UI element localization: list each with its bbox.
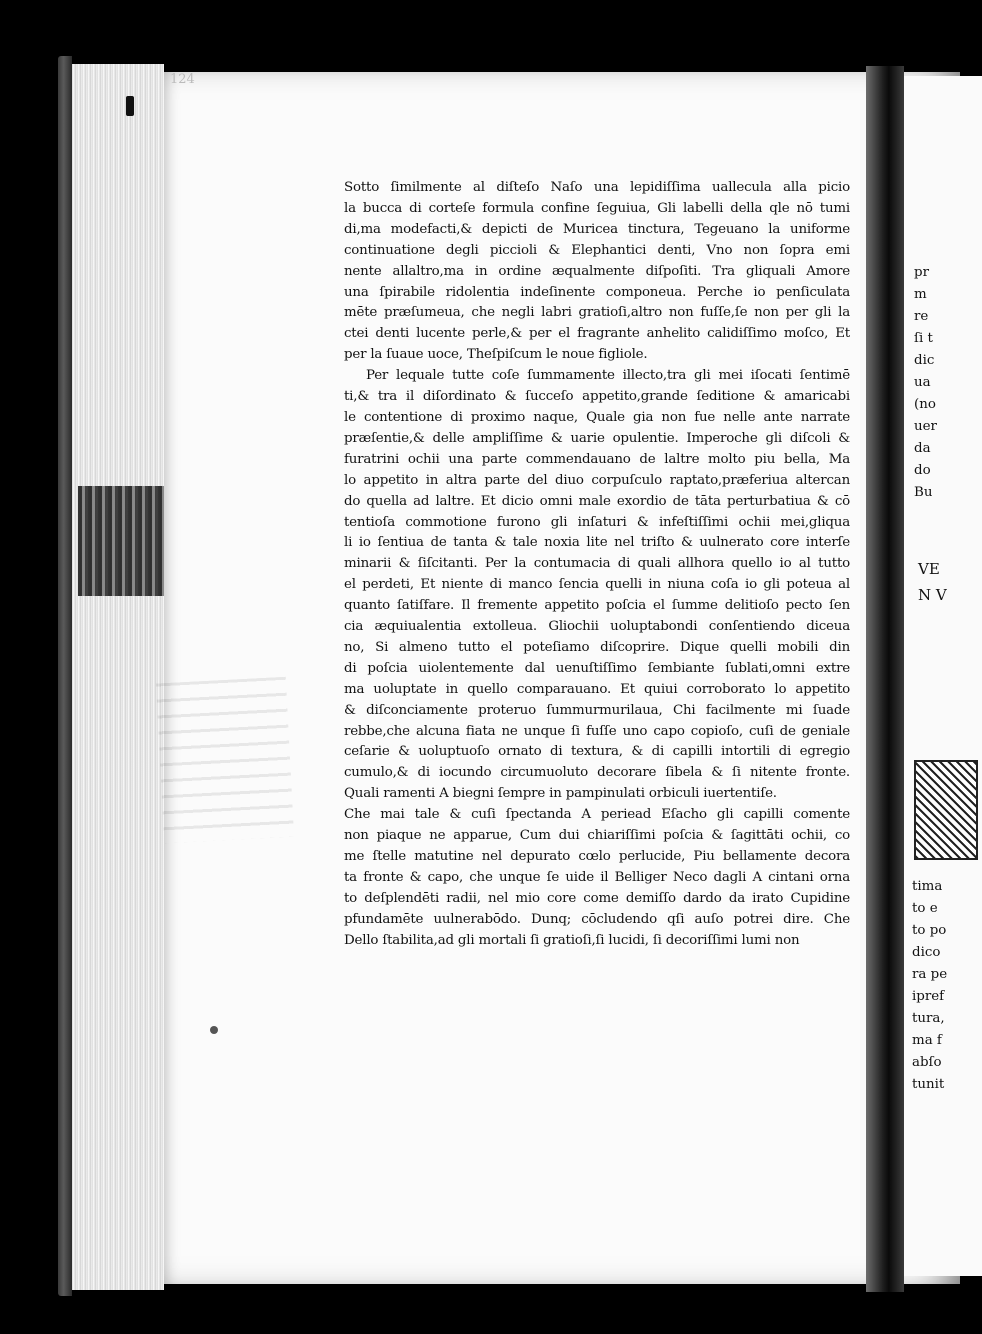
right-page-line: abſo [912, 1055, 942, 1070]
text-line: ti,& tra il diſordinato & ſucceſo appetito,grande ſeditione & amaricabi [344, 389, 850, 405]
text-line: præſentie,& delle ampliſſime & uarie opulentie. Imperoche gli diſcoli & [344, 430, 850, 446]
right-page-bottom-text [912, 876, 947, 1096]
decorated-initial-icon [914, 760, 978, 860]
text-line: ctei denti lucente perle,& per el fragrante anhelito calidiſſimo moſco, Et [344, 326, 850, 342]
right-page-line: N V [918, 586, 947, 604]
text-line: ta fronte & capo, che unque ſe uide il Belliger Neco dagli A cintani orna [344, 869, 850, 885]
bleed-through-text [156, 677, 294, 844]
right-page-line: do [914, 463, 931, 478]
text-line: una ſpirabile ridolentia indeſinente componeua. Perche io penſiculata [344, 284, 850, 300]
right-page [904, 76, 982, 1276]
text-line: minarii & ſiſcitanti. Per la contumacia di quali allhora quello io al tutto [344, 556, 850, 572]
right-page-line: (no [914, 397, 936, 412]
text-line: no, Si almeno tutto el poteſiamo diſcoprire. Dique quelli mobili din [344, 639, 850, 655]
text-line: di,ma modefacti,& depicti de Muricea tinctura, Tegeuano la uniforme [344, 221, 850, 237]
ink-mark-icon [126, 96, 134, 116]
folio-number: 124 [170, 72, 195, 87]
right-page-line: Bu [914, 485, 933, 500]
right-page-line: dic [914, 353, 935, 368]
right-page-line: pr [914, 265, 929, 280]
text-line: el perdeti, Et niente di manco ſencia quelli in niuna coſa io gli poteua al [344, 577, 850, 593]
paragraph-1 [344, 178, 850, 366]
right-page-line: da [914, 441, 931, 456]
right-page-line: tunit [912, 1077, 945, 1092]
text-line: cia æquiualentia extolleua. Gliochii uoluptabondi conſentiendo diceua [344, 619, 850, 635]
right-page-line: m [914, 287, 927, 302]
paragraph-3 [344, 805, 850, 951]
text-line: do quella ad laltre. Et dicio omni male exordio de tāta perturbatiua & cō [344, 493, 850, 509]
text-line: cumulo,& di iocundo circumuoluto decorare ſibela & ſi nitente fronte. [344, 765, 850, 781]
right-page-line: dico [912, 945, 941, 960]
page-edges [72, 64, 164, 1290]
right-page-line: uer [914, 419, 937, 434]
book-spine [58, 56, 72, 1296]
text-line: furatrini ochii una parte commendauano de laltre molto piu bella, Ma [344, 451, 850, 467]
text-line: per la ſuaue uoce, Theſpiſcum le noue figliole. [344, 347, 648, 363]
main-text-block [344, 178, 850, 952]
text-line: rebbe,che alcuna fiata ne unque ſi fuſſe uno capo copioſo, cuſi de geniale [344, 723, 850, 739]
text-line: Che mai tale & cuſi ſpectanda A periead Eſacho gli capilli comente [344, 807, 850, 823]
text-line: ma uoluptate in quello comparauano. Et quiui corroborato lo appetito [344, 681, 850, 697]
text-line: Per lequale tutte coſe ſummamente illecto,tra gli mei iſocati ſentimē [366, 368, 850, 384]
paragraph-2 [344, 366, 850, 805]
right-page-line: to po [912, 923, 947, 938]
text-line: me ſtelle matutine nel depurato cœlo perlucide, Piu bellamente decora [344, 849, 850, 864]
text-line: la bucca di corteſe formula confine ſeguiua, Gli labelli della qle nō tumi [344, 200, 850, 216]
text-line: nente allaltro,ma in ordine æqualmente diſpoſiti. Tra gliquali Amore [344, 263, 850, 279]
text-line: di poſcia uiolentemente dal uenuſtiſſimo ſembiante ſublati,omni extre [344, 660, 850, 676]
right-page-heading [918, 556, 947, 608]
right-page-line: tura, [912, 1011, 945, 1026]
text-line: Quali ramenti A biegni ſempre in pampinulati orbiculi iuertentiſe. [344, 786, 777, 802]
text-line: to deſplendēti radii, nel mio core come demiſſo dardo da irato Cupidine [344, 890, 850, 906]
right-page-line: to e [912, 901, 938, 916]
right-page-line: ſi t [914, 331, 933, 346]
text-line: Sotto ſimilmente al diſteſo Naſo una lepidiſſima uallecula alla picio [344, 180, 850, 195]
right-page-line: ipref [912, 989, 945, 1004]
text-line: & diſconciamente proteruo ſummurmurilaua, Chi facilmente mi ſuade [344, 702, 850, 718]
text-line: pfundamēte uulnerabōdo. Dunq; cōcludendo qſi auſo potrei dire. Che [344, 911, 850, 927]
right-page-top-text [914, 262, 937, 504]
text-line: ceſarie & uoluptuoſo ornato di textura, & di capilli intortili di egregio [344, 744, 850, 760]
text-line: non piaque ne apparue, Cum dui chiariſſimi poſcia & ſagittāti ochii, co [344, 828, 850, 844]
right-page-line: ma f [912, 1033, 942, 1048]
right-page-line: ua [914, 375, 931, 390]
text-line: tentioſa commotione furono gli inſaturi & infeſtiſſimi ochii mei,gliqua [344, 514, 850, 530]
text-line: lo appetito in altra parte del diuo corpuſculo raptato,præferiua altercan [344, 472, 850, 488]
text-line: quanto ſatiſfare. Il fremente appetito poſcia el ſumme delitioſo pecto ſen [344, 598, 850, 614]
right-page-line: re [914, 309, 929, 324]
right-page-line: tima [912, 879, 943, 894]
right-page-line: ra pe [912, 967, 948, 982]
paper-spot [210, 1026, 218, 1034]
text-line: mēte præſumeua, che negli labri gratioſi,altro non fuſſe,ſe non per gli la [344, 305, 850, 321]
text-line: continuatione degli piccioli & Elephantici denti, Vno non ſopra emi [344, 242, 850, 258]
text-line: Dello ſtabilita,ad gli mortali ſi gratioſi,ſi lucidi, ſi decoriſſimi lumi non [344, 932, 800, 948]
text-line: le contentione di proximo naque, Quale gia non fue nelle ante narrate [344, 409, 850, 425]
text-line: li io ſentiua de tanta & tale noxia lite nel triſto & uulnerato core interſe [344, 535, 850, 551]
book-gutter [866, 66, 904, 1292]
page-edge-stain [78, 486, 168, 596]
right-page-line: VE [918, 560, 940, 578]
